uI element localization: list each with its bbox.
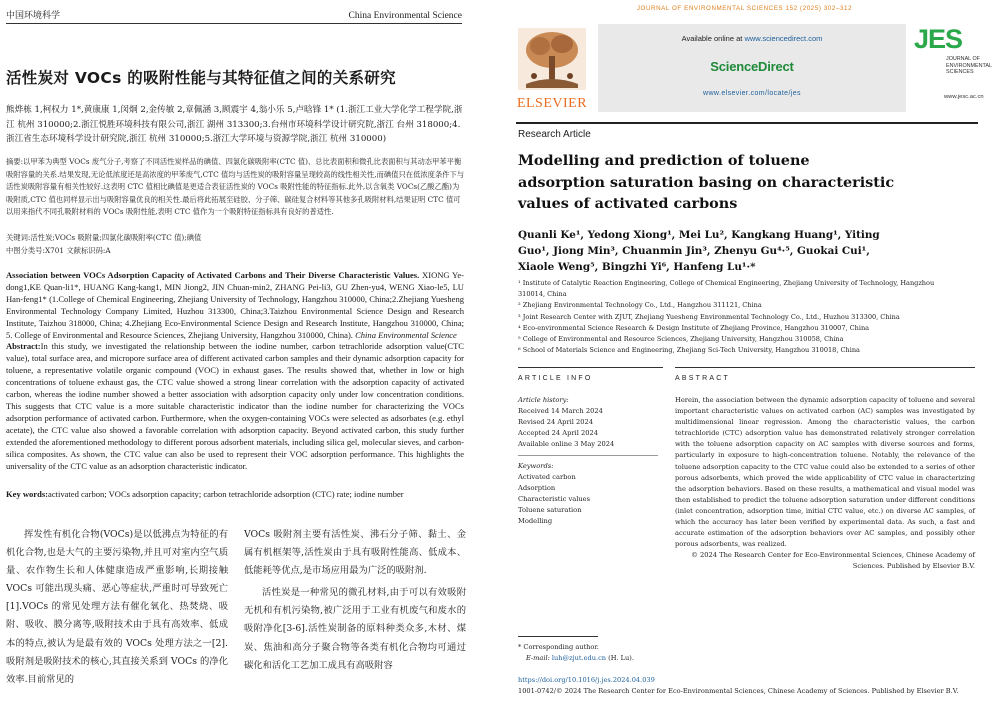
jes-subtitle [946, 56, 992, 76]
keywords-en [6, 489, 464, 499]
jes-sub-line: JOURNAL OF [946, 56, 980, 62]
affiliation-item: ² Zhejiang Environmental Technology Co., Ltd., Hangzhou 311121, China [518, 301, 762, 310]
keyword-item: Activated carbon [518, 473, 576, 481]
corresponding-author: * Corresponding author. [518, 643, 599, 651]
body-column-2 [244, 526, 466, 675]
affiliation-item: ³ Joint Research Center with ZJUT, Zhejiang Yuesheng Environmental Technology Co., Ltd., Huzhou 313300, China [518, 312, 900, 321]
journal-name-en: China Environmental Science [348, 11, 462, 21]
jes-sub-line: SCIENCES [946, 69, 974, 76]
abstract-heading: ABSTRACT [675, 375, 730, 382]
sciencedirect-banner [598, 24, 906, 112]
article-type: Research Article [518, 129, 591, 140]
history-item: Accepted 24 April 2024 [518, 429, 598, 437]
keyword-item: Adsorption [518, 484, 556, 492]
jes-logo-block [914, 24, 993, 112]
history-item: Available online 3 May 2024 [518, 440, 615, 448]
abstract-body [675, 395, 975, 573]
info-separator [518, 455, 658, 456]
email-prefix: E-mail: [526, 653, 550, 662]
abstract-label-en: Abstract: [6, 341, 41, 352]
affiliation-item: ⁵ College of Environmental and Resource Sciences, Zhejiang University, Hangzhou 310058, China [518, 335, 844, 344]
body-column-2-para-2: 活性炭是一种常见的微孔材料,由于可以有效吸附无机和有机污染物,被广泛用于工业有机废气和废水的吸附净化[3-6].活性炭制备的原料种类众多,木材、煤炭、焦油和高分子聚合物等各类有机化合物均可通过碳化和活化工艺加工成具有高吸附容 [244, 587, 466, 671]
header-divider [516, 122, 978, 124]
article-info-rule [518, 367, 663, 368]
history-item: Revised 24 April 2024 [518, 418, 594, 426]
paper-title-cn: 活性炭对 VOCs 的吸附性能与其特征值之间的关系研究 [6, 69, 396, 87]
history-item: Received 14 March 2024 [518, 407, 603, 415]
page-footer [518, 636, 978, 696]
article-info [518, 395, 668, 527]
chinese-paper-page [0, 0, 496, 717]
abstract-cn: 摘要:以甲苯为典型 VOCs 废气分子,考察了不同活性炭样品的碘值、四氯化碳吸附率(CTC 值)、总比表面积和微孔比表面积与其动态甲苯平衡吸附容量的关系.结果发现,无论低浓度还是高浓度的甲苯废气,CTC 值均与活性炭的吸附容量呈现较高的线性相关性,而碘值只在低浓度条件下与活性炭吸附容量有相关性较好.这表明 CTC 值相比碘值是更适合表征活性炭的 VOCs 吸附性能的特征指标.此外,以含氧类 VOCs(乙酸乙酯)为吸附质,CTC 值也同样显示出与吸附容量优良的相关性.最后将此拓展至硅胶、分子筛、碳硅复合材料等其他多孔吸附材料,结果证明 CTC 值可以用来指代不同孔吸附材料的 VOCs 吸附性能,表明 CTC 值作为一个吸附特征指标具有良好的普适性. [6, 157, 465, 216]
english-abstract-block [6, 270, 464, 472]
english-journal: China Environmental Science [355, 329, 457, 340]
abstract-en: In this study, we investigated the relationship between the iodine number, carbon tetrachloride adsorption value(CTC value), total surface area, and micropore surface area of different activated carbon samples and their dynamic adsorption capacity for toluene, a representative volatile organic compound (VOC) in exhaust gases. The results showed that, whether in low or high concentrations of toluene exhaust gas, the CTC value showed a strong linear correlation with the adsorption capacity of activated carbon, whereas the iodine number showed a better association with adsorption capacity only under low concentration conditions. This suggests that CTC value is a more suitable characteristic indicator than the iodine number for characterizing the VOCs adsorption performance of activated carbon. Furthermore, when the oxygen-containing VOCs were selected as adsorbates (e.g. ethyl acetate), the CTC value also showed a favorable correlation with adsorption capacity. Beyond activated carbon, this study further extended the aforementioned methodology to different porous adsorbent materials, including silica gel, molecular sieves, and carbon-silica composites. As shown, the CTC value can also be used to represent their VOC adsorption performance. This highlights the universality of the CTC value as an adsorption characteristic indicator. [6, 341, 464, 471]
article-info-heading: ARTICLE INFO [518, 375, 593, 382]
jes-url-link[interactable]: www.jesc.ac.cn [944, 94, 984, 100]
keywords-cn: 关键词:活性炭;VOCs 吸附量;四氯化碳吸附率(CTC 值);碘值 [6, 233, 202, 242]
available-online [598, 34, 906, 43]
journal-name-cn: 中国环境科学 [6, 11, 61, 21]
doi-link[interactable]: https://doi.org/10.1016/j.jes.2024.04.039 [518, 676, 655, 684]
jes-logo[interactable]: JES [914, 24, 963, 54]
history-label: Article history: [518, 396, 569, 404]
keyword-item: Modelling [518, 517, 553, 525]
elsevier-wordmark: ELSEVIER [516, 96, 588, 111]
affiliation-list [518, 278, 938, 356]
footnote-rule [518, 636, 598, 637]
locate-jes-link[interactable]: www.elsevier.com/locate/jes [703, 90, 801, 97]
running-header [6, 8, 462, 24]
sciencedirect-link[interactable]: www.sciencedirect.com [744, 34, 823, 43]
sciencedirect-logo[interactable]: ScienceDirect [710, 59, 794, 74]
issn-copyright-line: 1001-0742/© 2024 The Research Center for Eco-Environmental Sciences, Chinese Academy of Sciences. Published by Elsevier B.V. [518, 686, 959, 695]
english-title: Association between VOCs Adsorption Capacity of Activated Carbons and Their Diverse Characteristic Values. [6, 270, 420, 280]
elsevier-tree-icon [516, 26, 588, 92]
keywords-label: Keywords: [518, 462, 554, 470]
email-link[interactable]: luh@zjut.edu.cn [551, 653, 607, 662]
journal-citation-line: JOURNAL OF ENVIRONMENTAL SCIENCES 152 (2025) 302–312 [636, 5, 853, 12]
jes-sub-line: ENVIRONMENTAL [946, 62, 993, 69]
email-line [518, 653, 978, 664]
abstract-rule [675, 367, 975, 368]
keywords-label-en: Key words: [6, 489, 49, 499]
english-affiliations: (1.College of Chemical Engineering, Zhejiang University of Technology, Hangzhou 310000, China;2.Zhejiang Yuesheng Environmental Technology Company Limited, Huzhou 313300, China;3.Taizhou Environmental Science Design and Research Institute, Taizhou 318000, China; 4.Zhejiang Eco-Environmental Science Design and Research Institute, Hangzhou 310000, China; 5. College of Environmental and Resource Sciences, Zhejiang University, Hangzhou 310000, China). [6, 293, 464, 340]
email-suffix: (H. Lu). [608, 653, 634, 662]
paper-title-en: Modelling and prediction of toluene adsorption saturation basing on characteristic values of activated carbons [518, 152, 895, 212]
abstract-text: Herein, the association between the dynamic adsorption capacity of toluene and several important characteristic values on activated carbon (AC) samples was investigated by multidimensional linear regression. Among the characteristic values, the carbon tetrachloride (CTC) adsorption value has demonstrated relatively stronger correlation with the toluene adsorption capacity on AC samples with diverse sources and forms, particularly in exposure to high-concentration toluene. Notably, the relevance of the toluene adsorption capacity to the CTC value could also be extended to a series of other porous adsorbents, which proved the wide applicability of CTC value in characterizing the adsorption behaviors. Based on these results, a mathematical and visual model was then established to predict the toluene adsorption saturation under different conditions (inlet concentration, adsorption time, initial CTC value, etc.) on diverse AC samples, of which the accuracy has later been verified by experimental data. As such, a fast and accurate estimation of the adsorption behaviors over AC samples, and possibly other porous adsorbents, was realized. [675, 396, 975, 549]
journal-masthead [516, 22, 993, 120]
body-column-2-para-1: VOCs 吸附剂主要有活性炭、沸石分子筛、黏土、金属有机框架等,活性炭由于具有吸附性能高、低成本、低能耗等优点,是市场应用最为广泛的吸附剂. [244, 529, 466, 577]
english-authors: XIONG Ye-dong1,KE Quan-li1*, HUANG Kang-kang1, MIN Jiong2, JIN Chuan-min2, ZHANG Pei-li3, GU Zhen-yu4, WENG Xiao-le5, LU Han-feng1* [6, 270, 464, 304]
authors-affiliations-cn: 熊烨栋 1,柯权力 1*,黄康康 1,闵炯 2,金传敏 2,章佩涵 3,顾震宇 4,翁小乐 5,卢晗锋 1* (1.浙江工业大学化学工程学院,浙江 杭州 310000;2.浙江悦胜环境科技有限公司,浙江 湖州 313300;3.台州市环境科学设计研究院,浙江 台州 318000;4.浙江省生态环境科学设计研究院,浙江 杭州 310000;5.浙江大学环境与资源学院,浙江 杭州 310000) [6, 105, 463, 144]
body-column-1: 挥发性有机化合物(VOCs)是以低沸点为特征的有机化合物,也是大气的主要污染物,并且可对室内空气质量、农作物生长和人体健康造成严重影响,长期接触 VOCs 可能出现头痛、恶心等症状,严重时可导致死亡[1].VOCs 的常见处理方法有催化氧化、热焚烧、吸附、吸收、膜分离等,吸附技术由于具有高效率、低成本的特点,被认为是最有效的 VOCs 处理方法之一[2].吸附剂是吸附技术的核心,其直接关系到 VOCs 的净化效率.目前常见的 [6, 529, 228, 685]
elsevier-logo[interactable] [516, 26, 588, 112]
elsevier-paper-page [496, 0, 993, 717]
classification-number: 中图分类号:X701 文献标识码:A [6, 246, 111, 255]
keyword-item: Characteristic values [518, 495, 591, 503]
affiliation-item: ⁶ School of Materials Science and Engineering, Zhejiang Sci-Tech University, Hangzhou 310018, China [518, 346, 860, 355]
keywords-en-text: activated carbon; VOCs adsorption capacity; carbon tetrachloride adsorption (CTC) rate; iodine number [48, 489, 404, 499]
affiliation-item: ¹ Institute of Catalytic Reaction Engineering, College of Chemical Engineering, Zhejiang University of Technology, Hangzhou 310014, China [518, 279, 935, 299]
keyword-item: Toluene saturation [518, 506, 582, 514]
available-prefix: Available online at [681, 34, 743, 43]
affiliation-item: ⁴ Eco-environmental Science Research & Design Institute of Zhejiang Province, Hangzhou 310007, China [518, 323, 870, 332]
author-list: Quanli Ke¹, Yedong Xiong¹, Mei Lu², Kangkang Huang¹, Yiting Guo¹, Jiong Min³, Chuanmin Jin³, Zhenyu Gu⁴·⁵, Guokai Cui¹, Xiaole Weng⁵, Bingzhi Yi⁶, Hanfeng Lu¹·* [518, 229, 880, 273]
copyright-notice: © 2024 The Research Center for Eco-Environmental Sciences, Chinese Academy of Sciences. Published by Elsevier B.V. [691, 551, 975, 571]
